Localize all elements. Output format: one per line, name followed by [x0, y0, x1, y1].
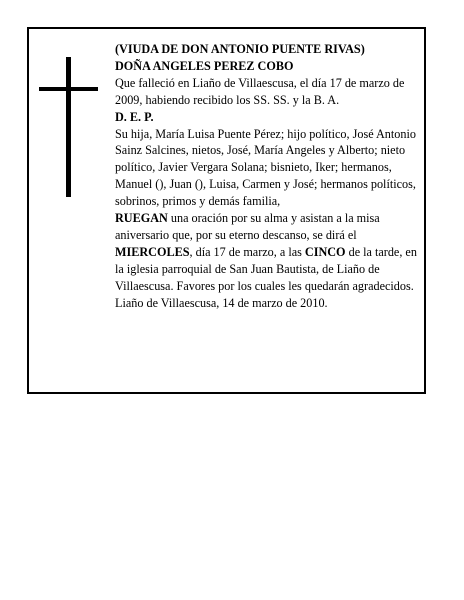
- mass-location: de la tarde, en la iglesia parroquial de San Juan Bautista, de Liaño de Villaescusa. Favores por los cuales les quedarán agradecidos.: [115, 244, 417, 293]
- ruegan-text: una oración por su alma y asistan a la misa aniversario que, por su eterno descanso, se dirá el: [115, 211, 380, 242]
- mass-day: MIERCOLES: [115, 244, 190, 259]
- cross-icon: [66, 57, 71, 197]
- ruegan-word: RUEGAN: [115, 211, 168, 226]
- rip-line: D. E. P.: [115, 109, 154, 124]
- header-widow-of: (VIUDA DE DON ANTONIO PUENTE RIVAS): [115, 42, 365, 56]
- family-list: Su hija, María Luisa Puente Pérez; hijo político, José Antonio Sainz Salcines, nietos, José, María Angeles y Alberto; nieto político, Javier Vergara Solana; bisnieto, Iker; hermanos, Manuel (), Juan (), Luisa, Carmen y José; hermanos políticos, sobrinos, primos y demás familia,: [115, 126, 416, 209]
- cross-icon-bar: [39, 87, 98, 91]
- mass-hour: CINCO: [304, 244, 346, 259]
- obituary-notice: [27, 27, 426, 394]
- mass-invitation: [115, 210, 425, 295]
- place-date: Liaño de Villaescusa, 14 de marzo de 2010.: [115, 295, 328, 310]
- death-info: Que falleció en Liaño de Villaescusa, el día 17 de marzo de 2009, habiendo recibido los SS. SS. y la B. A.: [115, 75, 405, 107]
- notice-text: [115, 41, 425, 312]
- deceased-name: DOÑA ANGELES PEREZ COBO: [115, 58, 294, 73]
- mass-date: , día 17 de marzo, a las: [189, 244, 305, 259]
